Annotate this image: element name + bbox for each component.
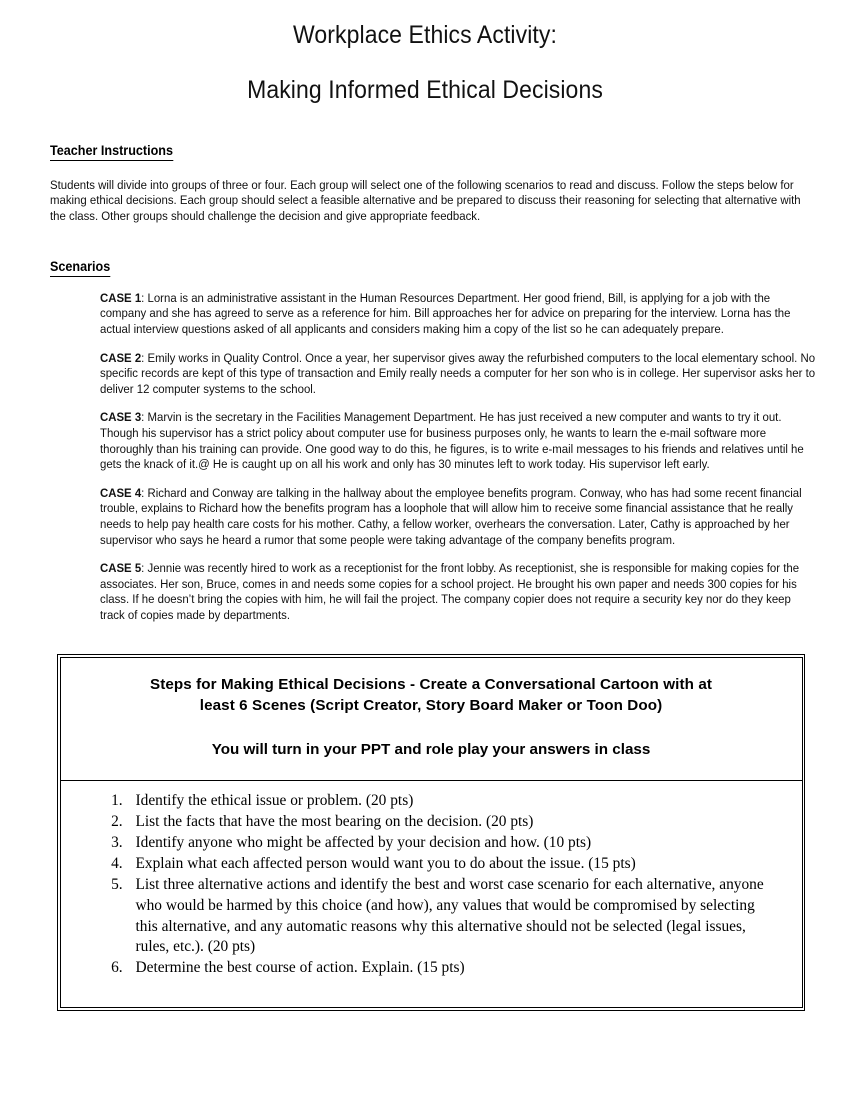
document-title-line-1: Workplace Ethics Activity: xyxy=(292,21,557,49)
scenario-case xyxy=(100,291,815,351)
step-item: 3. Identify anyone who might be affected by your decision and how. (10 pts) xyxy=(127,833,774,854)
scenarios-heading-wrap xyxy=(0,258,850,277)
case-separator: : xyxy=(141,290,145,305)
case-text: Richard and Conway are talking in the hallway about the employee benefits program. Conway, who has had some recent financial trouble, explains to Richard how the benefits program has a loophole that will allow him to receive some financial assistance that he really needs to help pay health care costs for his mother. Cathy, a fellow worker, overhears the conversation. Later, Cathy is approached by her supervisor who says he heard a rumor that some people were taking advantage of the company benefits program. xyxy=(100,485,802,547)
case-label: CASE 2 xyxy=(100,350,142,365)
steps-ordered-list xyxy=(79,791,784,979)
case-text: Jennie was recently hired to work as a receptionist for the front lobby. As receptionist, she is responsible for making copies for the associates. Her son, Bruce, comes in and needs some copies for a school project. He brought his own paper and needs 300 copies for his class. If he doesn’t bring the copies with him, he will fail the project. The company copier does not require a security key nor do they keep track of copies made by departments. xyxy=(100,561,800,622)
step-item: 5. List three alternative actions and identify the best and worst case scenario for each alternative, anyone who would be harmed by this choice (and how), any values that would be compromised by selecting this alternative, and any automatic reasons why this alternative should not be selected (legal issues, rules, etc.). (20 pts) xyxy=(127,875,774,957)
step-item: 1. Identify the ethical issue or problem. (20 pts) xyxy=(127,791,774,812)
scenarios-heading: Scenarios xyxy=(50,258,110,277)
teacher-instructions-paragraph: Students will divide into groups of three or four. Each group will select one of the following scenarios to read and discuss. Follow the steps below for making ethical decisions. Each group should select a feasible alternative and be prepared to discuss their reasoning for selecting that alternative with the class. Other groups should challenge the decision and give appropriate feedback. xyxy=(50,177,801,223)
scenario-case xyxy=(100,486,815,561)
steps-header-line-2: least 6 Scenes (Script Creator, Story Board Maker or Toon Doo) xyxy=(199,696,663,714)
case-label: CASE 1 xyxy=(100,290,142,305)
case-separator: : xyxy=(141,561,145,576)
scenario-case xyxy=(100,410,815,485)
case-text: Marvin is the secretary in the Facilities Management Department. He has just received a new computer and wants to try it out. Though his supervisor has a strict policy about computer use for business purposes only, he wants to learn the e-mail software more thoroughly than his training can provide. One good way to do this, he figures, is to write e-mail messages to his friends and relatives until he gets the knack of it.@ He is caught up on all his work and only has 30 minutes left to work today. His supervisor left early. xyxy=(100,410,804,472)
teacher-instructions-heading-wrap xyxy=(0,142,850,161)
step-item: 6. Determine the best course of action. Explain. (15 pts) xyxy=(127,958,774,979)
case-label: CASE 3 xyxy=(100,410,142,425)
steps-box-list-cell xyxy=(60,781,803,1008)
case-separator: : xyxy=(141,485,145,500)
case-text: Emily works in Quality Control. Once a year, her supervisor gives away the refurbished computers to the local elementary school. No specific records are kept of this type of transaction and Emily really needs a computer for her son who is in college. Her supervisor asks her to deliver 12 computer systems to the school. xyxy=(100,350,816,396)
steps-header-subtitle: You will turn in your PPT and role play your answers in class xyxy=(211,740,651,758)
scenario-case-list xyxy=(0,291,850,637)
case-separator: : xyxy=(141,350,145,365)
case-label: CASE 5 xyxy=(100,561,142,576)
steps-header-line-1: Steps for Making Ethical Decisions - Create a Conversational Cartoon with at xyxy=(149,675,713,693)
step-item: 2. List the facts that have the most bearing on the decision. (20 pts) xyxy=(127,812,774,833)
case-label: CASE 4 xyxy=(100,485,142,500)
steps-box-header xyxy=(60,657,803,781)
document-title-line-2: Making Informed Ethical Decisions xyxy=(247,75,603,104)
step-item: 4. Explain what each affected person would want you to do about the issue. (15 pts) xyxy=(127,854,774,875)
scenario-case xyxy=(100,351,815,411)
case-text: Lorna is an administrative assistant in the Human Resources Department. Her good friend, Bill, is applying for a job with the company and she has agreed to serve as a reference for him. Bill approaches her for advice on preparing for the interview. Lorna has the actual interview questions asked of all applicants and considers making him a copy of the list so he can adequately prepare. xyxy=(100,290,791,336)
scenario-case xyxy=(100,561,815,636)
steps-box xyxy=(57,654,805,1010)
case-separator: : xyxy=(141,410,145,425)
teacher-instructions-heading: Teacher Instructions xyxy=(50,142,173,161)
